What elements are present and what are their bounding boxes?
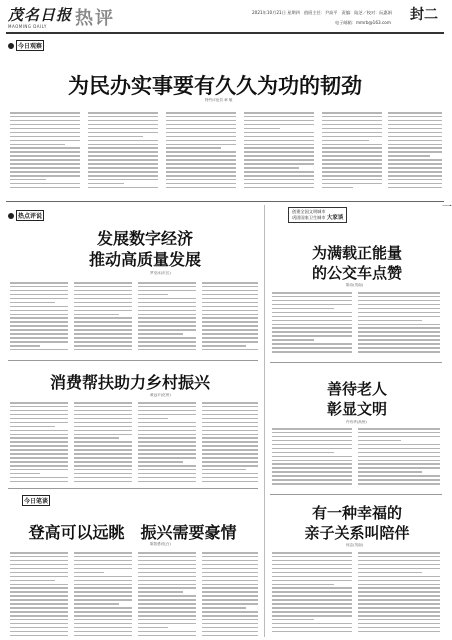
- top-col-6: [388, 112, 442, 192]
- article2-byline: 黄远平(化州): [150, 393, 171, 397]
- article2-col-4: [202, 402, 258, 484]
- today-essay-tag: 今日笔谈: [22, 495, 50, 506]
- newspaper-logo-pinyin: MAOMING DAILY: [8, 24, 47, 29]
- r-article1-byline: 陈诗(茂南): [346, 283, 364, 287]
- article3-headline: 登高可以远眺 振兴需要豪情: [28, 523, 237, 542]
- top-col-1: [10, 112, 80, 192]
- r-article2-headline-line1: 善待老人: [326, 380, 387, 398]
- tag-bullet-icon: [8, 213, 14, 219]
- article1-rule: [8, 360, 258, 361]
- article1-col-4: [202, 282, 258, 354]
- article3-byline: 陈智勇(电白): [150, 542, 171, 546]
- contact-email: 电子邮箱：mmrb@163.com: [335, 20, 391, 25]
- r-article1-rule: [270, 362, 442, 363]
- r-article2-rule: [270, 494, 442, 495]
- article1-col-1: [10, 282, 68, 354]
- tag-bullet-icon: [8, 43, 14, 49]
- article1-byline: 罗至冰(市区): [150, 271, 171, 275]
- top-headline: 为民办实事要有久久为功的韧劲: [68, 73, 362, 98]
- header-rule: [6, 32, 444, 34]
- article2-col-2: [74, 402, 132, 484]
- civilized-city-banner: 创建全国文明城市 巩固国家卫生城市 大家谈: [288, 207, 347, 223]
- section-title: 热评: [75, 8, 115, 29]
- r-article2-col-2: [358, 428, 440, 490]
- article1-col-3: [138, 282, 196, 354]
- r-article1-col-2: [358, 292, 440, 358]
- article2-col-1: [10, 402, 68, 484]
- article2-rule: [8, 488, 258, 489]
- r-article3-byline: 何志(茂南): [346, 543, 364, 547]
- r-article1-col-1: [272, 292, 352, 358]
- r-article3-headline-line1: 有一种幸福的: [311, 504, 402, 522]
- r-article3-col-1: [272, 552, 352, 636]
- article1-col-2: [74, 282, 132, 354]
- page-edge-mark: 一: [442, 202, 452, 213]
- newspaper-logo: 茂名日报: [8, 6, 73, 24]
- top-byline: 特约评论员 章 敏: [205, 98, 233, 102]
- top-section-rule: [6, 201, 444, 202]
- hot-comment-tag: 热点评说: [8, 210, 44, 221]
- top-col-4: [244, 112, 314, 192]
- article3-col-4: [202, 552, 258, 636]
- article2-headline: 消费帮扶助力乡村振兴: [49, 373, 210, 392]
- article2-col-3: [138, 402, 196, 484]
- article1-headline-line1: 发展数字经济: [96, 229, 193, 248]
- article3-col-2: [74, 552, 132, 636]
- top-col-2: [88, 112, 158, 192]
- article1-headline-line2: 推动高质量发展: [88, 250, 201, 269]
- r-article3-headline-line2: 亲子关系叫陪伴: [304, 524, 410, 542]
- article3-col-3: [138, 552, 196, 636]
- r-article3-col-2: [358, 552, 440, 636]
- r-article2-byline: 许有华(高州): [346, 420, 367, 424]
- article3-col-1: [10, 552, 68, 636]
- issue-info: 2021年10月21日 星期四 值班主任：尹高平 责编：陆芝／校对：阮惠娟: [252, 10, 392, 15]
- top-col-5: [322, 112, 382, 192]
- r-article2-col-1: [272, 428, 352, 490]
- page-number: 封二: [410, 7, 438, 23]
- r-article2-headline-line2: 彰显文明: [326, 400, 387, 418]
- r-article1-headline-line1: 为满载正能量: [311, 244, 402, 262]
- today-observe-tag: 今日观察: [8, 40, 44, 51]
- top-col-3: [166, 112, 236, 192]
- column-divider: [264, 205, 265, 637]
- r-article1-headline-line2: 的公交车点赞: [311, 264, 402, 282]
